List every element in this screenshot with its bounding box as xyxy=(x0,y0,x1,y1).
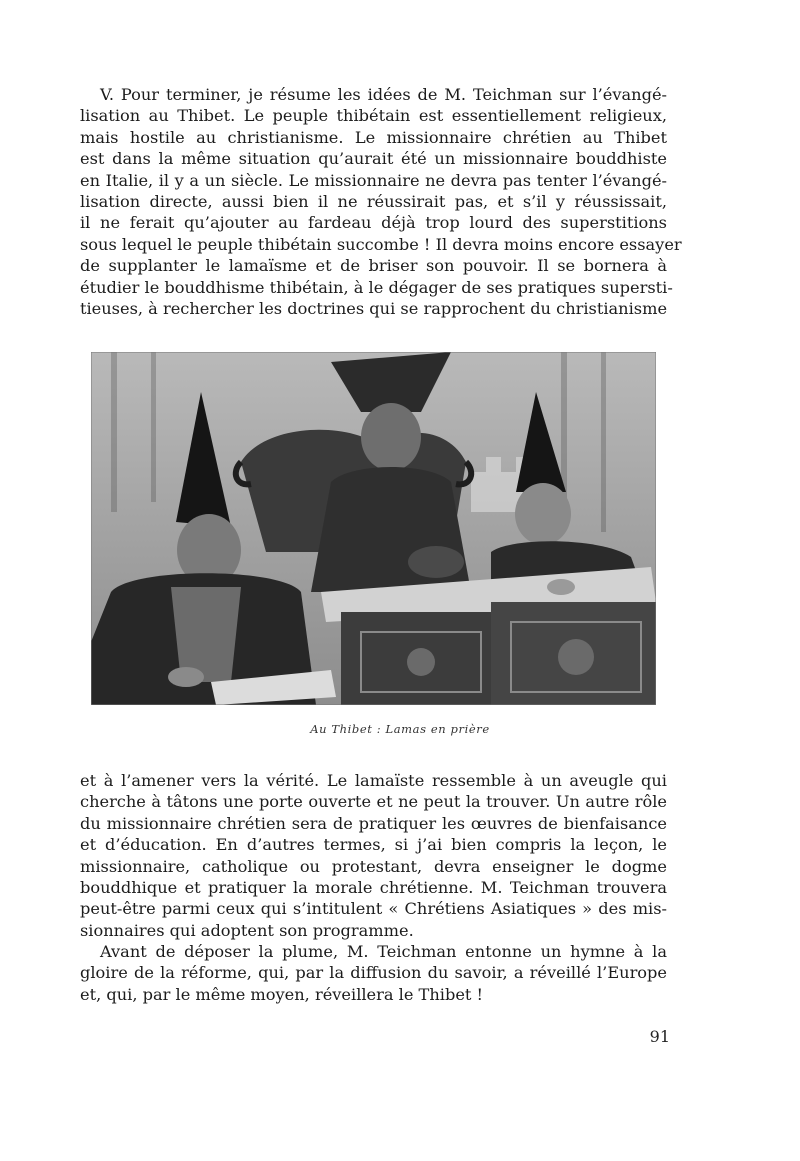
paragraph-1 xyxy=(80,84,682,319)
right-face xyxy=(515,483,571,545)
text-line: du missionnaire chrétien sera de pratiquer les œuvres de bienfaisance xyxy=(80,813,667,833)
text-line: Avant de déposer la plume, M. Teichman entonne un hymne à la xyxy=(100,942,667,961)
paragraph-2 xyxy=(80,770,667,941)
text-line: peut-être parmi ceux qui s’intitulent « Chrétiens Asiatiques » des mis- xyxy=(80,899,667,919)
text-line: sionnaires qui adoptent son programme. xyxy=(80,920,414,940)
bowl xyxy=(408,546,464,578)
text-line: missionnaire, catholique ou protestant, devra enseigner le dogme xyxy=(80,856,667,876)
text-line: et d’éducation. En d’autres termes, si j’ai bien compris la leçon, le xyxy=(80,835,667,855)
text-line: mais hostile au christianisme. Le missionnaire chrétien au Thibet xyxy=(80,127,667,147)
text-line: tieuses, à rechercher les doctrines qui se rapprochent du christianisme xyxy=(80,299,668,319)
text-line: en Italie, il y a un siècle. Le missionnaire ne devra pas tenter l’évangé- xyxy=(80,170,667,190)
text-line: et, qui, par le même moyen, réveillera le Thibet ! xyxy=(80,984,484,1004)
central-head xyxy=(361,403,421,471)
text-line: est dans la même situation qu’aurait été un missionnaire bouddhiste xyxy=(80,149,667,169)
text-line: étudier le bouddhisme thibétain, à le dégager de ses pratiques supersti- xyxy=(80,277,673,297)
text-line: lisation directe, aussi bien il ne réussirait pas, et s’il y réussissait, xyxy=(80,192,667,212)
figure-caption: Au Thibet : Lamas en prière xyxy=(310,722,490,736)
text-line: de supplanter le lamaïsme et de briser son pouvoir. Il se bornera à xyxy=(80,256,667,276)
page-number: 91 xyxy=(649,1027,670,1046)
text-line: sous lequel le peuple thibétain succombe ! Il devra moins encore essayer xyxy=(80,234,682,254)
text-line: cherche à tâtons une porte ouverte et ne peut la trouver. Un autre rôle xyxy=(80,792,667,812)
photograph-lamas-praying xyxy=(91,352,656,705)
text-line: et à l’amener vers la vérité. Le lamaïste ressemble à un aveugle qui xyxy=(80,771,667,790)
text-line: lisation au Thibet. Le peuple thibétain est essentiellement religieux, xyxy=(80,106,667,126)
text-line: V. Pour terminer, je résume les idées de M. Teichman sur l’évangé- xyxy=(100,85,667,104)
text-line: gloire de la réforme, qui, par la diffusion du savoir, a réveillé l’Europe xyxy=(80,963,667,983)
text-line: bouddhique et pratiquer la morale chrétienne. M. Teichman trouvera xyxy=(80,878,667,898)
text-line: il ne ferait qu’ajouter au fardeau déjà trop lourd des superstitions xyxy=(80,213,667,233)
paragraph-3 xyxy=(80,941,667,1005)
